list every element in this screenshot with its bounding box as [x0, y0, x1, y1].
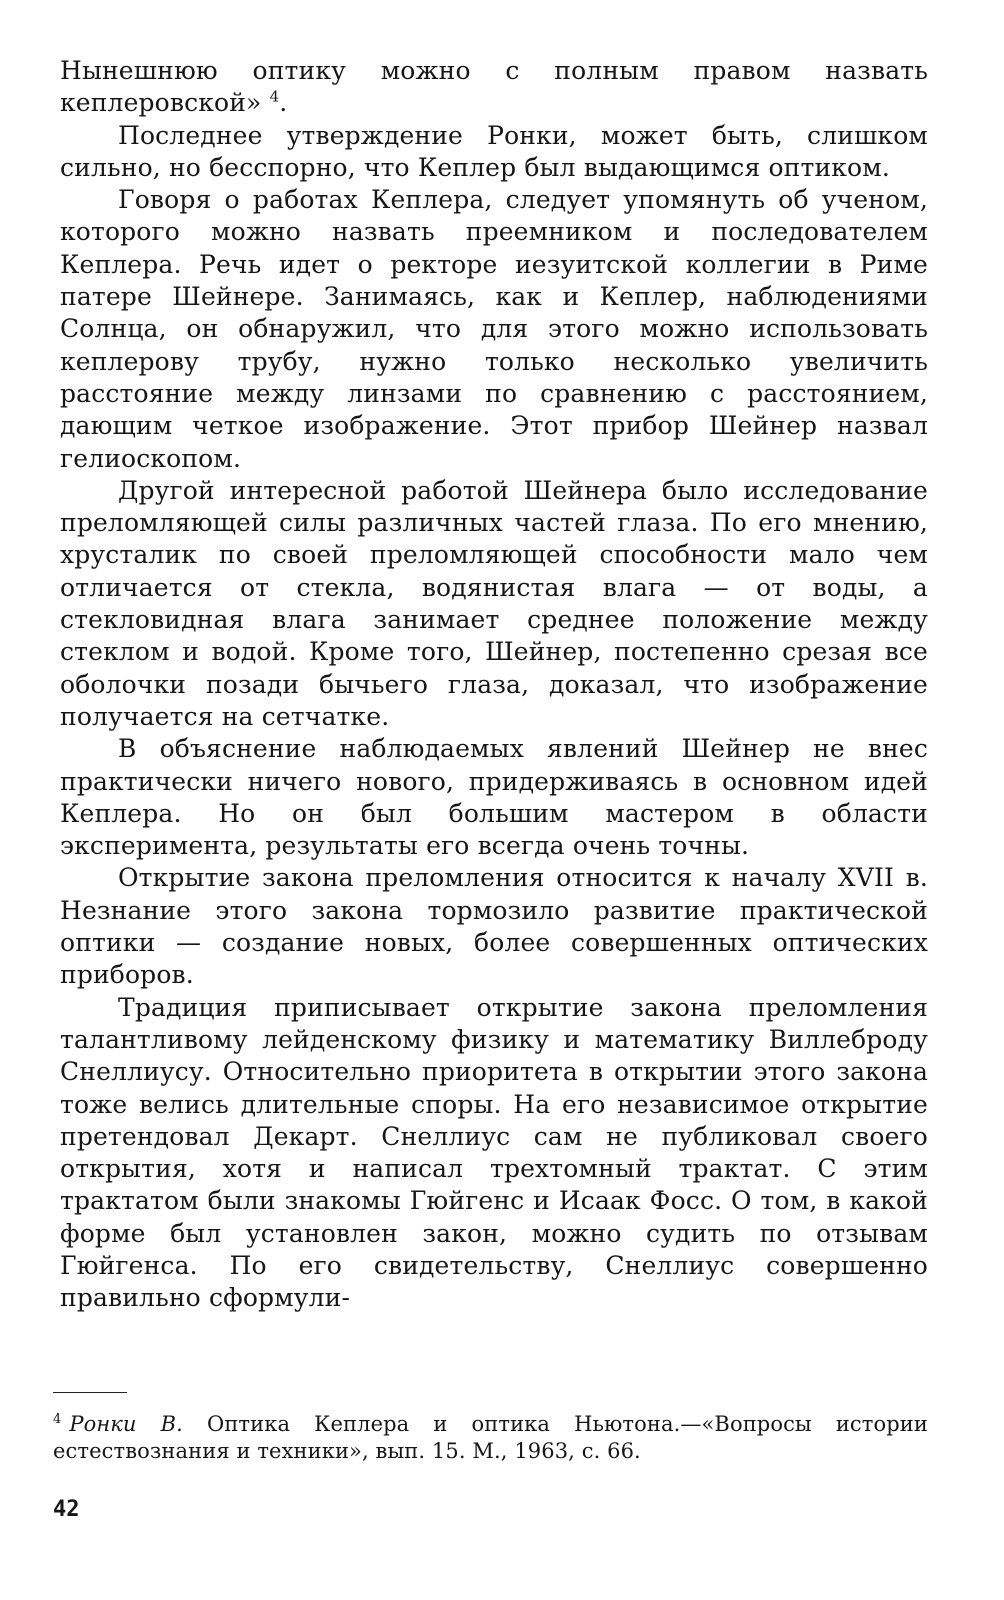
- footnote-ref-4: 4: [269, 87, 280, 106]
- paragraph-4: Другой интересной работой Шейнера было исследование преломляющей силы различных частей глаза. По его мнению, хрусталик по своей преломляющей способности мало чем отличается от стекла, водянистая влага — от воды, а стекловидная влага занимает среднее положение между стеклом и водой. Кроме того, Шейнер, постепенно срезая все оболочки позади бычьего глаза, доказал, что изображение получается на сетчатке.: [60, 475, 928, 731]
- paragraph-1-tail: .: [279, 88, 288, 118]
- paragraph-6: Открытие закона преломления относится к началу XVII в. Незнание этого закона тормозило развитие практической оптики — создание новых, более совершенных оптических приборов.: [60, 863, 928, 990]
- main-text: [60, 55, 928, 1315]
- paragraph-1-text: Нынешнюю оптику можно с полным правом назвать кеплеровской»: [60, 56, 928, 118]
- footnote-author: Ронки В.: [69, 1412, 183, 1436]
- paragraph-5: В объяснение наблюдаемых явлений Шейнер не внес практически ничего нового, придерживаясь в основном идей Кеплера. Но он был большим мастером в области эксперимента, результаты его всегда очень точны.: [60, 734, 928, 861]
- paragraph-3: Говоря о работах Кеплера, следует упомянуть об ученом, которого можно назвать преемником и последователем Кеплера. Речь идет о ректоре иезуитской коллегии в Риме патере Шейнере. Занимаясь, как и Кеплер, наблюдениями Солнца, он обнаружил, что для этого можно использовать кеплерову трубу, нужно только несколько увеличить расстояние между линзами по сравнению с расстоянием, дающим четкое изображение. Этот прибор Шейнер назвал гелиоскопом.: [60, 185, 928, 473]
- page-number: 42: [53, 1497, 80, 1522]
- footnote-text: Оптика Кеплера и оптика Ньютона.—«Вопросы истории естествознания и техники», вып. 15. М., 1963, с. 66.: [53, 1412, 928, 1463]
- footnote-number: 4: [53, 1412, 62, 1427]
- paragraph-7: Традиция приписывает открытие закона преломления талантливому лейденскому физику и математику Виллеброду Снеллиусу. Относительно приоритета в открытии этого закона тоже велись длительные споры. На его независимое открытие претендовал Декарт. Снеллиус сам не публиковал своего открытия, хотя и написал трехтомный трактат. С этим трактатом были знакомы Гюйгенс и Исаак Фосс. О том, в какой форме был установлен закон, можно судить по отзывам Гюйгенса. По его свидетельству, Снеллиус совершенно правильно сформули-: [60, 992, 928, 1313]
- paragraph-2: Последнее утверждение Ронки, может быть, слишком сильно, но бесспорно, что Кеплер был выдающимся оптиком.: [60, 120, 928, 182]
- paragraph-1: [60, 55, 928, 120]
- footnote-divider: [53, 1392, 127, 1393]
- footnote: [53, 1411, 928, 1465]
